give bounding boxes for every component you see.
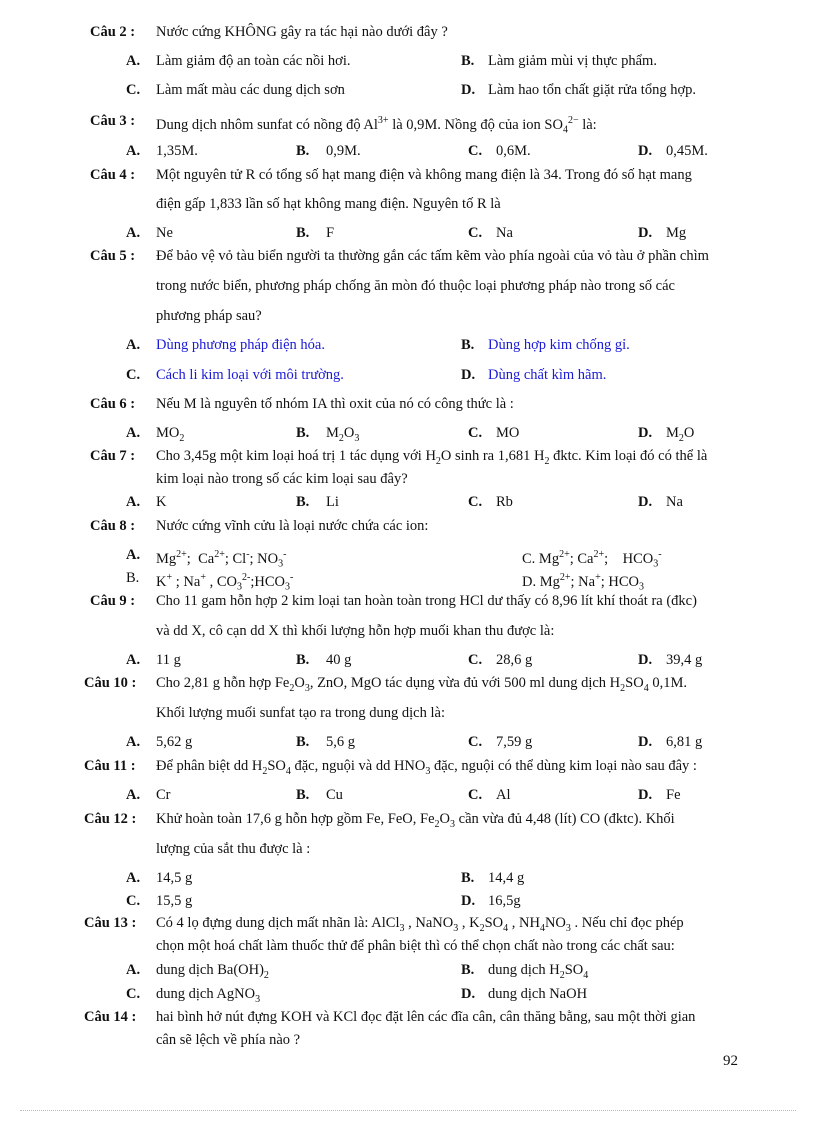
q9-a: 11 g [156, 652, 181, 668]
q12-line1: Khử hoàn toàn 17,6 g hỗn hợp gồm Fe, FeO, $Fe_2O_3$ cần vừa đủ 4,48 (lít) CO (đktc). Khối [156, 811, 675, 830]
q6-a-letter: A. [126, 425, 141, 441]
q9-a-letter: A. [126, 652, 141, 668]
q10-a-letter: A. [126, 734, 141, 750]
q5-c: Cách li kim loại với môi trường. [156, 367, 344, 383]
q11-b-letter: B. [296, 787, 310, 803]
q6-b: $M_2O_3$ [326, 425, 360, 444]
q7-c-letter: C. [468, 494, 483, 510]
q9-c-letter: C. [468, 652, 483, 668]
q5-c-letter: C. [126, 367, 141, 383]
q12-d-letter: D. [461, 893, 476, 909]
q12-d: 16,5g [488, 893, 521, 909]
q12-a: 14,5 g [156, 870, 193, 886]
q8-label: Câu 8 : [90, 518, 136, 534]
q10-c: 7,59 g [496, 734, 533, 750]
q10-d-letter: D. [638, 734, 653, 750]
q5-line2: trong nước biển, phương pháp chống ăn mòn đó thuộc loại phương pháp nào trong số các [156, 278, 675, 294]
q9-d-letter: D. [638, 652, 653, 668]
q9-c: 28,6 g [496, 652, 533, 668]
q2-c-letter: C. [126, 82, 141, 98]
q7-c: Rb [496, 494, 513, 510]
q13-b: dung dịch $H_2SO_4$ [488, 962, 589, 981]
q10-line2: Khối lượng muối sunfat tạo ra trong dung dịch là: [156, 705, 445, 721]
q7-line1: Cho 3,45g một kim loại hoá trị 1 tác dụng với $H_2O$ sinh ra 1,681 $H_2$ đktc. Kim loại đó có thể là [156, 448, 708, 467]
q8-a-letter: A. [126, 547, 141, 563]
q3-d: 0,45M. [666, 143, 708, 159]
q4-b: F [326, 225, 335, 241]
q4-c-letter: C. [468, 225, 483, 241]
q13-d-letter: D. [461, 986, 476, 1002]
q3-b: 0,9M. [326, 143, 361, 159]
q2-d: Làm hao tổn chất giặt rửa tổng hợp. [488, 82, 696, 98]
q10-label: Câu 10 : [84, 675, 137, 691]
q7-a: K [156, 494, 167, 510]
q5-label: Câu 5 : [90, 248, 136, 264]
q6-d-letter: D. [638, 425, 653, 441]
q6-a: $MO_2$ [156, 425, 185, 444]
q5-d: Dùng chất kìm hãm. [488, 367, 607, 383]
q13-a-letter: A. [126, 962, 141, 978]
q4-label: Câu 4 : [90, 167, 136, 183]
q7-line2: kim loại nào trong số các kim loại sau đây? [156, 471, 408, 487]
q12-a-letter: A. [126, 870, 141, 886]
q4-line2: điện gấp 1,833 lần số hạt không mang điện. Nguyên tố R là [156, 196, 501, 212]
q10-b: 5,6 g [326, 734, 355, 750]
q2-b-letter: B. [461, 53, 475, 69]
q13-line1: Có 4 lọ đựng dung dịch mất nhãn là: AlCl$_3$ , NaNO$_3$ , $K_2SO_4$ , $NH_4NO_3$ . Nếu chỉ đọc phép [156, 915, 684, 934]
q9-line1: Cho 11 gam hỗn hợp 2 kim loại tan hoàn toàn trong HCl dư thấy có 8,96 lít khí thoát ra (đkc) [156, 593, 697, 609]
q9-b-letter: B. [296, 652, 310, 668]
q3-c: 0,6M. [496, 143, 531, 159]
q5-line3: phương pháp sau? [156, 308, 262, 324]
q9-b: 40 g [326, 652, 352, 668]
q5-a: Dùng phương pháp điện hóa. [156, 337, 325, 353]
q7-b-letter: B. [296, 494, 310, 510]
q4-d-letter: D. [638, 225, 653, 241]
q11-a-letter: A. [126, 787, 141, 803]
q12-line2: lượng của sắt thu được là : [156, 841, 311, 857]
q8-text: Nước cứng vĩnh cửu là loại nước chứa các ion: [156, 518, 429, 534]
q7-label: Câu 7 : [90, 448, 136, 464]
q4-a: Ne [156, 225, 173, 241]
q7-d-letter: D. [638, 494, 653, 510]
q5-line1: Để bảo vệ vỏ tàu biển người ta thường gắn các tấm kẽm vào phía ngoài của vỏ tàu ở phần chìm [156, 248, 709, 264]
q13-d: dung dịch NaOH [488, 986, 588, 1002]
q8-c: C. $Mg^{2+}$; $Ca^{2+}$; $HCO_3^-$ [522, 549, 662, 570]
q2-d-letter: D. [461, 82, 476, 98]
q3-b-letter: B. [296, 143, 310, 159]
q3-text: Dung dịch nhôm sunfat có nồng độ $Al^{3+}$ là 0,9M. Nồng độ của ion $SO_4^{2-}$ là: [156, 115, 597, 136]
q5-b: Dùng hợp kim chống gỉ. [488, 337, 630, 353]
q11-b: Cu [326, 787, 343, 803]
q2-a-letter: A. [126, 53, 141, 69]
q10-line1: Cho 2,81 g hỗn hợp $Fe_2O_3$, ZnO, MgO tác dụng vừa đủ với 500 ml dung dịch $H_2SO_4$ 0,1M. [156, 675, 687, 694]
q2-b: Làm giảm mùi vị thực phẩm. [488, 53, 657, 69]
q14-label: Câu 14 : [84, 1009, 137, 1025]
q5-b-letter: B. [461, 337, 475, 353]
q11-c-letter: C. [468, 787, 483, 803]
q12-c-letter: C. [126, 893, 141, 909]
q12-c: 15,5 g [156, 893, 193, 909]
q3-label: Câu 3 : [90, 113, 136, 129]
q9-label: Câu 9 : [90, 593, 136, 609]
q3-a-letter: A. [126, 143, 141, 159]
q13-b-letter: B. [461, 962, 475, 978]
q6-text: Nếu M là nguyên tố nhóm IA thì oxit của nó có công thức là : [156, 396, 514, 412]
q2-a: Làm giảm độ an toàn các nồi hơi. [156, 53, 351, 69]
q12-b-letter: B. [461, 870, 475, 886]
q2-text: Nước cứng KHÔNG gây ra tác hại nào dưới đây ? [156, 24, 448, 40]
q11-c: Al [496, 787, 511, 803]
q9-line2: và dd X, cô cạn dd X thì khối lượng hỗn hợp muối khan thu được là: [156, 623, 555, 639]
q13-label: Câu 13 : [84, 915, 137, 931]
q3-d-letter: D. [638, 143, 653, 159]
page-bottom-divider [20, 1110, 796, 1111]
q11-label: Câu 11 : [84, 758, 136, 774]
q6-c: MO [496, 425, 520, 441]
q12-label: Câu 12 : [84, 811, 137, 827]
q13-c-letter: C. [126, 986, 141, 1002]
q7-a-letter: A. [126, 494, 141, 510]
q4-d: Mg [666, 225, 687, 241]
q10-d: 6,81 g [666, 734, 703, 750]
q11-a: Cr [156, 787, 171, 803]
q9-d: 39,4 g [666, 652, 703, 668]
q4-c: Na [496, 225, 513, 241]
page-number: 92 [723, 1053, 738, 1069]
q6-d: $M_2O$ [666, 425, 695, 444]
q3-a: 1,35M. [156, 143, 198, 159]
q11-d-letter: D. [638, 787, 653, 803]
q10-a: 5,62 g [156, 734, 193, 750]
q11-d: Fe [666, 787, 681, 803]
q13-c: dung dịch AgNO$_3$ [156, 986, 261, 1005]
q7-d: Na [666, 494, 683, 510]
q13-a: dung dịch $Ba(OH)_2$ [156, 962, 269, 981]
q6-c-letter: C. [468, 425, 483, 441]
q13-line2: chọn một hoá chất làm thuốc thử để phân biệt thì có thể chọn chất nào trong các chất sau: [156, 938, 675, 954]
q8-b-letter: B. [126, 570, 140, 586]
q2-c: Làm mất màu các dung dịch sơn [156, 82, 345, 98]
q2-label: Câu 2 : [90, 24, 136, 40]
q6-b-letter: B. [296, 425, 310, 441]
q8-a: $Mg^{2+}$; $Ca^{2+}$; Cl-; $NO_3^-$ [156, 549, 287, 570]
q4-a-letter: A. [126, 225, 141, 241]
q7-b: Li [326, 494, 339, 510]
q5-d-letter: D. [461, 367, 476, 383]
q3-c-letter: C. [468, 143, 483, 159]
q11-text: Để phân biệt dd $H_2SO_4$ đặc, nguội và dd $HNO_3$ đặc, nguội có thể dùng kim loại nào sau đây : [156, 758, 697, 777]
q6-label: Câu 6 : [90, 396, 136, 412]
q4-b-letter: B. [296, 225, 310, 241]
q10-c-letter: C. [468, 734, 483, 750]
q4-line1: Một nguyên tử R có tổng số hạt mang điện và không mang điện là 34. Trong đó số hạt mang [156, 167, 692, 183]
q12-b: 14,4 g [488, 870, 525, 886]
q5-a-letter: A. [126, 337, 141, 353]
q8-b: K+ ; Na+ , $CO_3^{2-};HCO_3^-$ [156, 572, 294, 593]
q14-line1: hai bình hở nút đựng KOH và KCl đọc đặt lên các đĩa cân, cân thăng bằng, sau một thời gian [156, 1009, 696, 1025]
q8-d: D. $Mg^{2+}$; Na+; $HCO_3$ [522, 572, 644, 593]
q14-line2: cân sẽ lệch về phía nào ? [156, 1032, 301, 1048]
q10-b-letter: B. [296, 734, 310, 750]
